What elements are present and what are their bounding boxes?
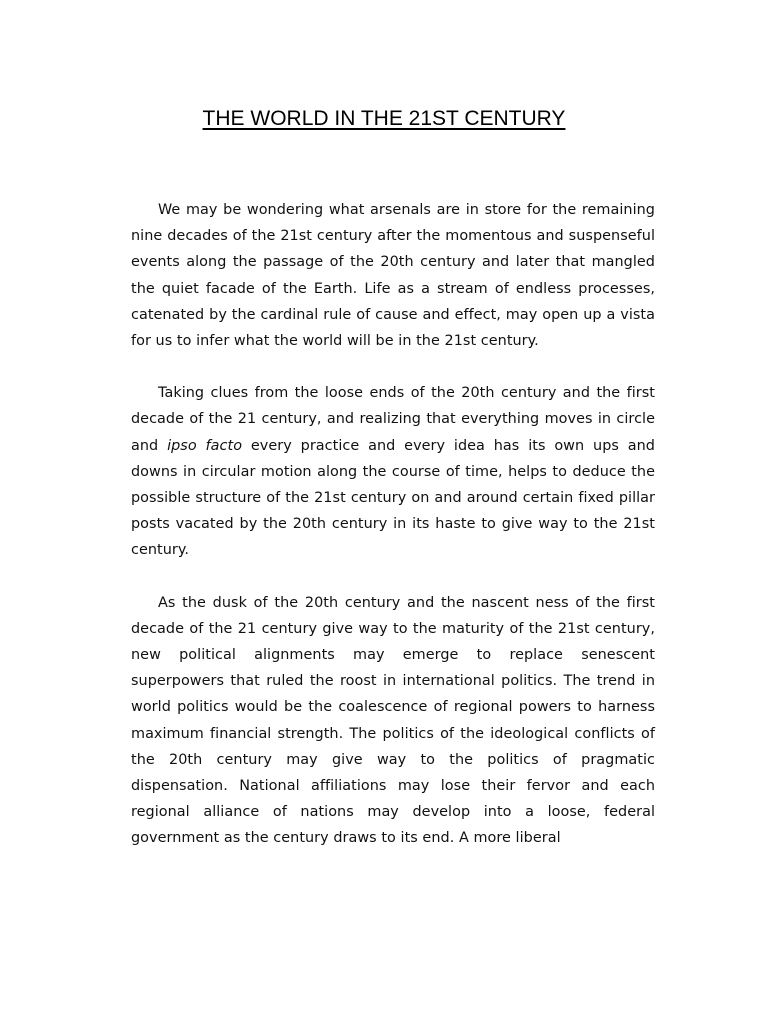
paragraph-3: As the dusk of the 20th century and the nascent ness of the first decade of the 21 century give way to the maturity of the 21st century, new political alignments may emerge to replace senescent superpowers that ruled the roost in international politics. The trend in world politics would be the coalescence of regional powers to harness maximum financial strength. The politics of the ideological conflicts of the 20th century may give way to the politics of pragmatic dispensation. National affiliations may lose their fervor and each regional alliance of nations may develop into a loose, federal government as the century draws to its end. A more liberal — [131, 594, 655, 847]
paragraph-2 — [131, 380, 655, 563]
paragraph-1: We may be wondering what arsenals are in store for the remaining nine decades of the 21st century after the momentous and suspenseful events along the passage of the 20th century and later that mangled the quiet facade of the Earth. Life as a stream of endless processes, catenated by the cardinal rule of cause and effect, may open up a vista for us to infer what the world will be in the 21st century. — [131, 202, 655, 350]
paragraph-2-text-end: every practice and every idea has its own ups and downs in circular motion along the course of time, helps to deduce the possible structure of the 21st century on and around certain fixed pillar posts vacated by the 20th century in its haste to give way to the 21st century. — [131, 437, 655, 559]
paragraph-2-italic-phrase: ipso facto — [167, 437, 243, 454]
document-title-text: THE WORLD IN THE 21ST CENTURY — [202, 107, 566, 130]
document-title — [0, 103, 768, 135]
document-body — [131, 197, 655, 878]
paragraph-2-text-start: Taking clues from the loose ends of the 20th century and the first decade of the 21 century, and realizing that everything moves in circle and — [131, 385, 655, 454]
